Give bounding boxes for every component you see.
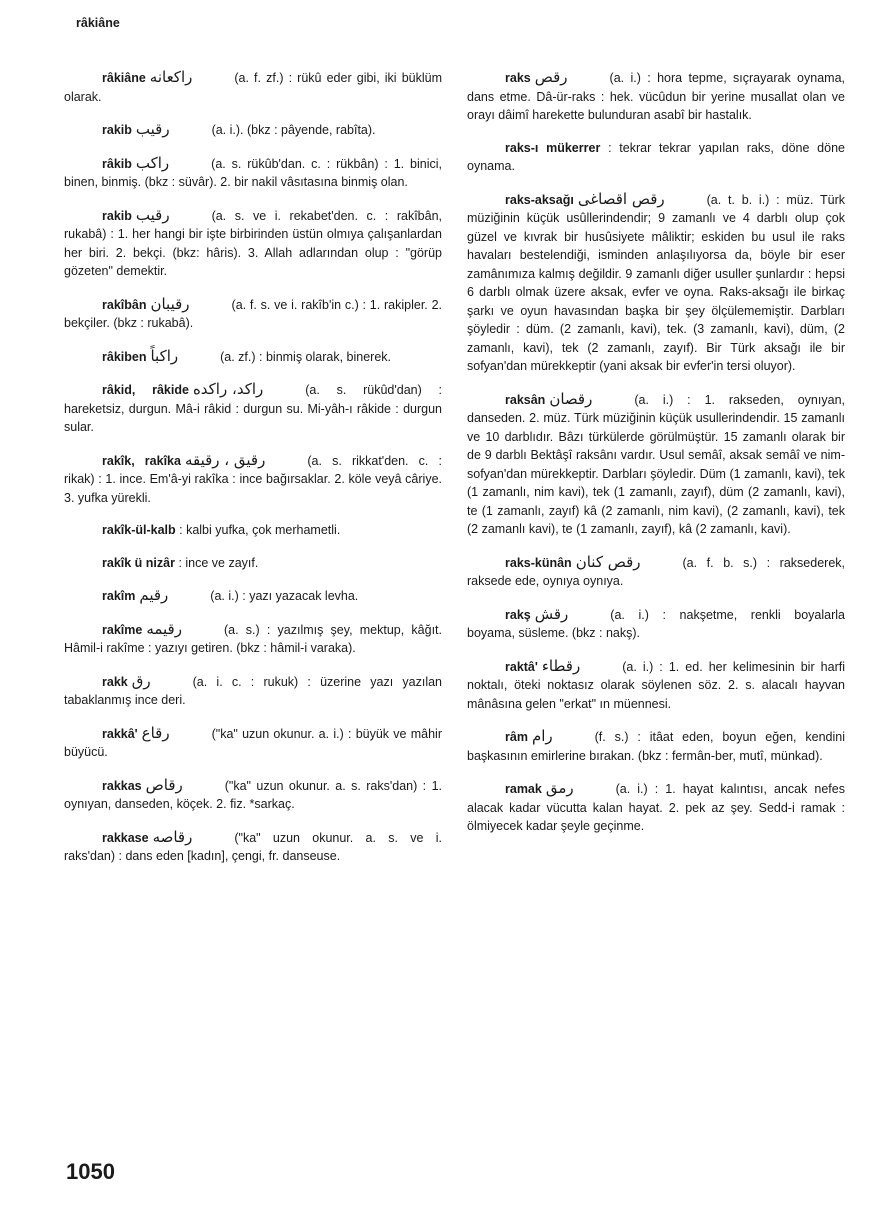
entry-arabic-script: رقيبان [150,294,190,313]
entry-arabic-script: راكد، راكده [192,380,264,398]
entry-arabic-script: راكعانه [149,68,193,86]
entry-headword: raksân [505,392,546,407]
entry-headword: rakib [102,123,132,137]
entry-arabic-script: رقاصه [152,827,193,846]
dictionary-entry [64,521,442,540]
entry-arabic-script: رقص اقصاغى [577,189,665,208]
entry-definition: ("ka" uzun okunur. a. s. ve i. raks'dan) : dans eden [kadın], çengi, fr. danseuse. [64,830,442,863]
entry-definition: : kalbi yufka, çok merhametli. [179,523,341,537]
entry-headword: rakîm [102,589,136,603]
dictionary-entry [64,295,442,333]
entry-headword: rakkas [102,778,142,793]
entry-headword: rakîme [102,622,143,637]
dictionary-entry [64,620,442,658]
entry-headword: râkib [102,156,132,171]
dictionary-entry [467,727,845,765]
entry-definition: ("ka" uzun okunur. a. i.) : büyük ve mâhir büyücü. [64,726,442,759]
entry-arabic-script: رمق [545,779,574,797]
entry-arabic-script: رقيب [135,120,170,138]
entry-definition: (a. f. zf.) : rükû eder gibi, iki büklüm olarak. [64,71,442,104]
dictionary-entry [64,828,442,866]
entry-definition: (a. t. b. i.) : müz. Türk müziğinin küçük usûllerindendir; 9 zamanlı ve 4 darblı olup çok güzel ve kıvrak bir husûsiyete mâliktir; eskiden bu usul ile raks havaları bestelendiği, isminden anlaşılıyorsa da, böyle bir eser zamânımıza kalmış değildir. 9 zamanlı diğer usuller şunlardır : hepsi 6 darblı olmak üzere aksak, evfer ve oyna. Raks-aksağı ile birkaç şarkı ve oyun havasından başka bir şey ölçülememiştir. Darbları şöyledir : düm. (2 zamanlı, kavi), tek. (3 zamanlı, kavi), düm, (2 zamanlı, kavi), tek (2 zamanlı, zayıf). Bir Türk aksağı ile bir sofyan'dan mürekkeptir (yani aksak bir evfer'in tersi oluyor). [467,192,845,373]
entry-headword: rakk [102,674,128,689]
dictionary-entry [64,672,442,710]
dictionary-entry [64,347,442,367]
entry-headword: rakîk ü nizâr [102,555,175,570]
entry-headword: rakîk, rakîka [102,453,181,468]
entry-definition: (a. f. b. s.) : raksederek, raksede ede, oynıya oynıya. [467,555,845,588]
entry-arabic-script: رقاع [141,723,170,742]
entry-definition: (a. s. ve i. rekabet'den. c. : rakîbân, rukabâ) : 1. her hangi bir işte birbirinden üstün olmıya çalışanlardan her biri. 2. bekçi. (bkz: hâris). 3. Allah adlarından olup : "görüp gözeten" demektir. [64,208,442,278]
entry-definition: (a. i. c. : rukuk) : üzerine yazı yazılan tabaklanmış ince deri. [64,674,442,707]
entry-arabic-script: رقيم [139,586,169,604]
entry-headword: ramak [505,782,542,796]
entry-definition: (a. s. rikkat'den. c. : rikak) : 1. ince. Em'â-yi rakîka : ince bağırsaklar. 2. köle veyâ câriye. 3. yufka yürekli. [64,453,442,505]
entry-arabic-script: رام [531,727,553,745]
entry-headword: râm [505,730,528,744]
entry-headword: râkiâne [102,71,146,85]
entry-headword: raks-ı mükerrer [505,140,601,155]
entry-arabic-script: رقيق ، رقيقه [184,450,266,469]
entry-definition: (a. i.) : nakşetme, renkli boyalarla boyama, süsleme. (bkz : nakş). [467,607,845,640]
right-column [467,68,845,850]
entry-headword: rakib [102,208,132,223]
entry-definition: (a. s.) : yazılmış şey, mektup, kâğıt. Hâmil-i rakîme : yazıyı getiren. (bkz : hâmil-i varaka). [64,622,442,655]
dictionary-entry [64,380,442,437]
entry-definition: (a. i.) : 1. ed. her kelimesinin bir harfi noktalı, öteki noktasız olarak söylenen söz. 2. s. alacalı hayvan mânâsına gelen "erkat" ın müennesi. [467,659,845,711]
dictionary-entry [64,120,442,140]
dictionary-entry [467,68,845,125]
dictionary-entry [64,154,442,192]
entry-arabic-script: راكباً [150,346,179,365]
entry-headword: raktâ' [505,659,538,674]
entry-arabic-script: رق [131,671,151,690]
entry-arabic-script: رقيمه [146,619,182,638]
entry-definition: (a. s. rükûd'dan) : hareketsiz, durgun. Mâ-i râkid : durgun su. Mi-yâh-ı râkide : durgun sular. [64,383,442,434]
dictionary-entry [467,605,845,643]
entry-arabic-script: رقيب [135,205,170,224]
entry-definition: (a. zf.) : binmiş olarak, binerek. [220,349,392,364]
entry-definition: (f. s.) : itâat eden, boyun eğen, kendini başkasının emirlerine bırakan. (bkz : fermân-ber, mutî, münkad). [467,730,845,763]
entry-arabic-script: رقص [534,68,568,86]
entry-headword: rakkâ' [102,726,138,741]
running-head: râkiâne [76,16,120,30]
left-column [64,68,442,880]
entry-headword: rakîbân [102,297,147,312]
dictionary-entry [64,776,442,814]
dictionary-entry [467,553,845,591]
dictionary-entry [64,68,442,106]
dictionary-entry [64,586,442,606]
entry-definition: (a. i.) : 1. rakseden, oynıyan, danseden. 2. müz. Türk müziğinin küçük usullerindendir. 15 zamanlı ve 10 darblıdır. Bâzı türkülerde görülmüştür. 15 zamanlı olarak bir de 9 darblı Bektâşî raksânı vardır. Usul semâî, aksak semâî ve nim-sofyan'dan mürekkeptir. Darbları şöyledir. Düm (1 zamanlı, kavi), tek (1 zamanlı, nim kavi), tek (1 zamanlı, zayıf), düm (2 zamanlı, kavi), te (1 zamanlı, zayıf) kâ (2 zamanlı, nim kavi), (2 zamanlı, kavi), tek (2 zamanlı kavi), te (1 zamanlı, zayıf), kâ (2 zamanlı, kavi). [467,392,845,536]
dictionary-entry [467,779,845,836]
dictionary-entry [467,657,845,714]
entry-headword: raks-aksağı [505,192,574,207]
entry-definition: (a. i.) : hora tepme, sıçrayarak oynama, dans etme. Dâ-ür-raks : hek. vücûdun bir yerine musallat olan ve orayı dâimî harekette bulunduran asabî bir hastalık. [467,71,845,122]
entry-definition: (a. f. s. ve i. rakîb'in c.) : 1. rakipler. 2. bekçiler. (bkz : rukabâ). [64,297,442,330]
entry-arabic-script: رقص كنان [575,552,641,571]
entry-headword: raks [505,71,531,85]
entry-definition: (a. i.). (bkz : pâyende, rabîta). [211,123,376,137]
entry-arabic-script: رقش [534,604,569,623]
entry-definition: (a. s. rükûb'dan. c. : rükbân) : 1. binici, binen, binmiş. (bkz : süvâr). 2. bir nakil vâsıtasına binmiş olan. [64,156,442,189]
dictionary-entry [64,451,442,508]
dictionary-entry [64,724,442,762]
dictionary-entry [467,190,845,376]
entry-definition: : ince ve zayıf. [178,555,259,570]
dictionary-entry [467,139,845,176]
entry-definition: ("ka" uzun okunur. a. s. raks'dan) : 1. oynıyan, danseden, köçek. 2. fiz. *sarkaç. [64,778,442,811]
entry-arabic-script: رقطاء [541,656,581,675]
dictionary-entry [64,554,442,573]
entry-headword: râkid, râkide [102,383,189,397]
page-number: 1050 [66,1159,115,1184]
entry-arabic-script: رقصان [549,389,593,408]
entry-headword: rakîk-ül-kalb [102,523,176,537]
dictionary-entry [467,390,845,539]
entry-definition: (a. i.) : yazı yazacak levha. [210,589,359,603]
entry-headword: raks-künân [505,555,572,570]
entry-definition: : tekrar tekrar yapılan raks, döne döne oynama. [467,140,845,173]
entry-headword: rakş [505,607,531,622]
entry-headword: rakkase [102,830,149,845]
entry-definition: (a. i.) : 1. hayat kalıntısı, ancak nefes alacak kadar vücutta kalan hayat. 2. pek az şey. Sedd-i ramak : ölmiyecek kadar şeyle geçinme. [467,782,845,833]
entry-headword: râkiben [102,349,147,364]
entry-arabic-script: راكب [135,153,170,172]
dictionary-entry [64,206,442,281]
entry-arabic-script: رقاص [145,775,183,794]
